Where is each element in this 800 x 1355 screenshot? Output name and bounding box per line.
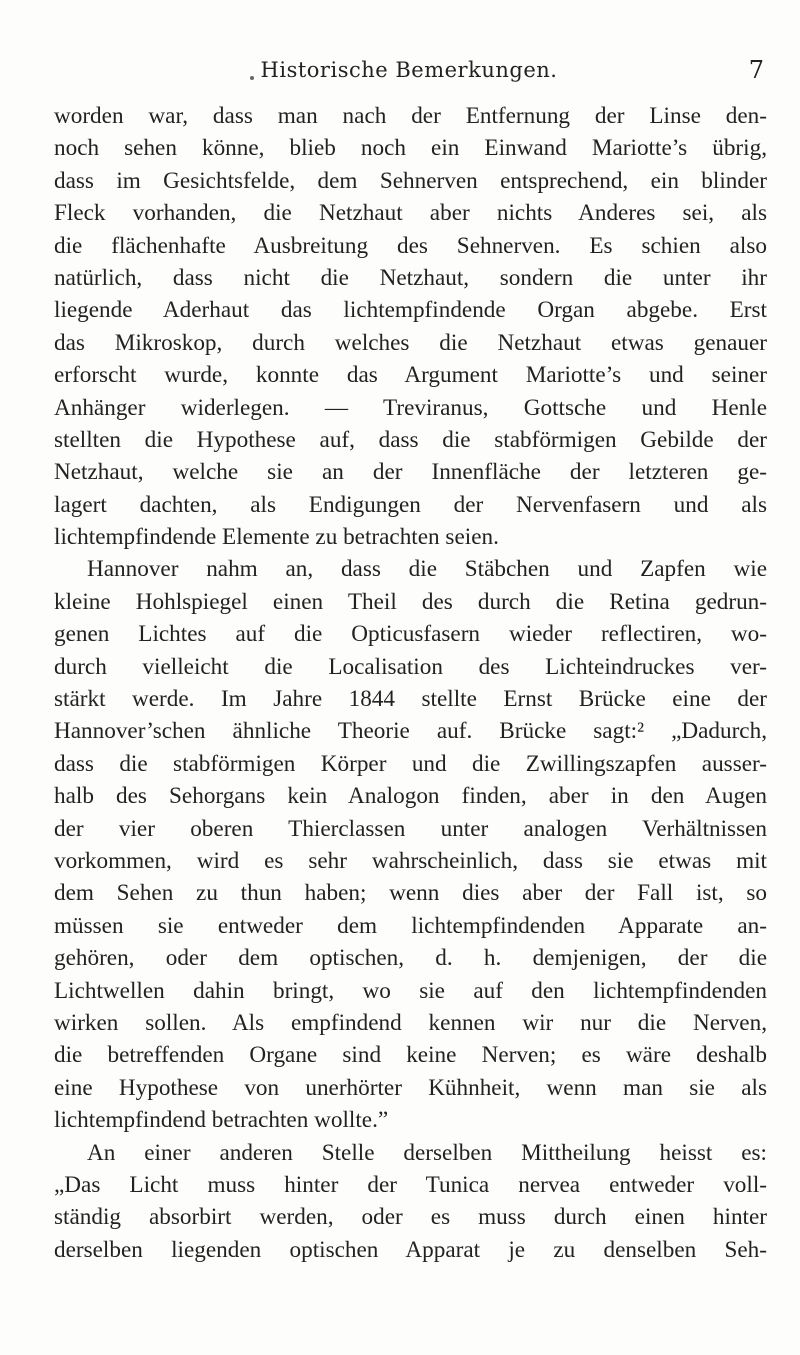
text-line: An einer anderen Stelle derselben Mittheilung heisst es: <box>87 1139 767 1166</box>
text-line: noch sehen könne, blieb noch ein Einwand Mariotte’s übrig, <box>54 135 767 162</box>
text-line: liegende Aderhaut das lichtempfindende Organ abgebe. Erst <box>54 297 767 324</box>
page-number: 7 <box>748 56 764 84</box>
text-line: durch vielleicht die Localisation des Lichteindruckes ver- <box>54 653 767 680</box>
text-line: der vier oberen Thierclassen unter analogen Verhältnissen <box>54 815 767 842</box>
text-line: stellten die Hypothese auf, dass die stabförmigen Gebilde der <box>54 426 767 453</box>
text-line: gehören, oder dem optischen, d. h. demjenigen, der die <box>54 945 767 972</box>
text-line: ständig absorbirt werden, oder es muss durch einen hinter <box>54 1204 767 1231</box>
text-line: lichtempfindend betrachten wollte.” <box>54 1107 389 1134</box>
body-text <box>54 100 767 1266</box>
text-line: Fleck vorhanden, die Netzhaut aber nichts Anderes sei, als <box>54 200 767 227</box>
text-line: dem Sehen zu thun haben; wenn dies aber der Fall ist, so <box>54 880 767 907</box>
running-title: Historische Bemerkungen. <box>260 58 558 82</box>
text-line: kleine Hohlspiegel einen Theil des durch die Retina gedrun- <box>54 588 767 615</box>
text-line: Anhänger widerlegen. — Treviranus, Gottsche und Henle <box>54 394 767 421</box>
text-line: derselben liegenden optischen Apparat je zu denselben Seh- <box>54 1236 767 1263</box>
text-line: genen Lichtes auf die Opticusfasern wieder reflectiren, wo- <box>54 621 767 648</box>
text-line: worden war, dass man nach der Entfernung der Linse den- <box>54 103 767 129</box>
text-line: das Mikroskop, durch welches die Netzhaut etwas genauer <box>54 329 767 356</box>
text-line: dass die stabförmigen Körper und die Zwillingszapfen ausser- <box>54 750 767 777</box>
text-line: halb des Sehorgans kein Analogon finden, aber in den Augen <box>54 783 767 810</box>
text-line: stärkt werde. Im Jahre 1844 stellte Ernst Brücke eine der <box>54 686 767 713</box>
text-line: wirken sollen. Als empfindend kennen wir nur die Nerven, <box>54 1009 767 1036</box>
text-line: Hannover’schen ähnliche Theorie auf. Brücke sagt:² „Dadurch, <box>54 718 767 745</box>
text-line: die betreffenden Organe sind keine Nerven; es wäre deshalb <box>54 1042 767 1069</box>
text-line: lichtempfindende Elemente zu betrachten seien. <box>54 524 499 551</box>
text-line: Netzhaut, welche sie an der Innenfläche der letzteren ge- <box>54 459 767 486</box>
text-line: Hannover nahm an, dass die Stäbchen und Zapfen wie <box>87 556 767 583</box>
text-line: „Das Licht muss hinter der Tunica nervea entweder voll- <box>54 1171 767 1198</box>
text-line: vorkommen, wird es sehr wahrscheinlich, dass sie etwas mit <box>54 847 767 874</box>
running-head <box>54 58 764 94</box>
text-line: dass im Gesichtsfelde, dem Sehnerven entsprechend, ein blinder <box>54 167 767 194</box>
text-line: die flächenhafte Ausbreitung des Sehnerven. Es schien also <box>54 232 767 259</box>
text-line: müssen sie entweder dem lichtempfindenden Apparate an- <box>54 912 767 939</box>
text-line: erforscht wurde, konnte das Argument Mariotte’s und seiner <box>54 362 767 389</box>
text-line: natürlich, dass nicht die Netzhaut, sondern die unter ihr <box>54 264 767 291</box>
text-line: eine Hypothese von unerhörter Kühnheit, wenn man sie als <box>54 1074 767 1101</box>
text-line: Lichtwellen dahin bringt, wo sie auf den lichtempfindenden <box>54 977 767 1004</box>
text-line: lagert dachten, als Endigungen der Nervenfasern und als <box>54 491 767 518</box>
